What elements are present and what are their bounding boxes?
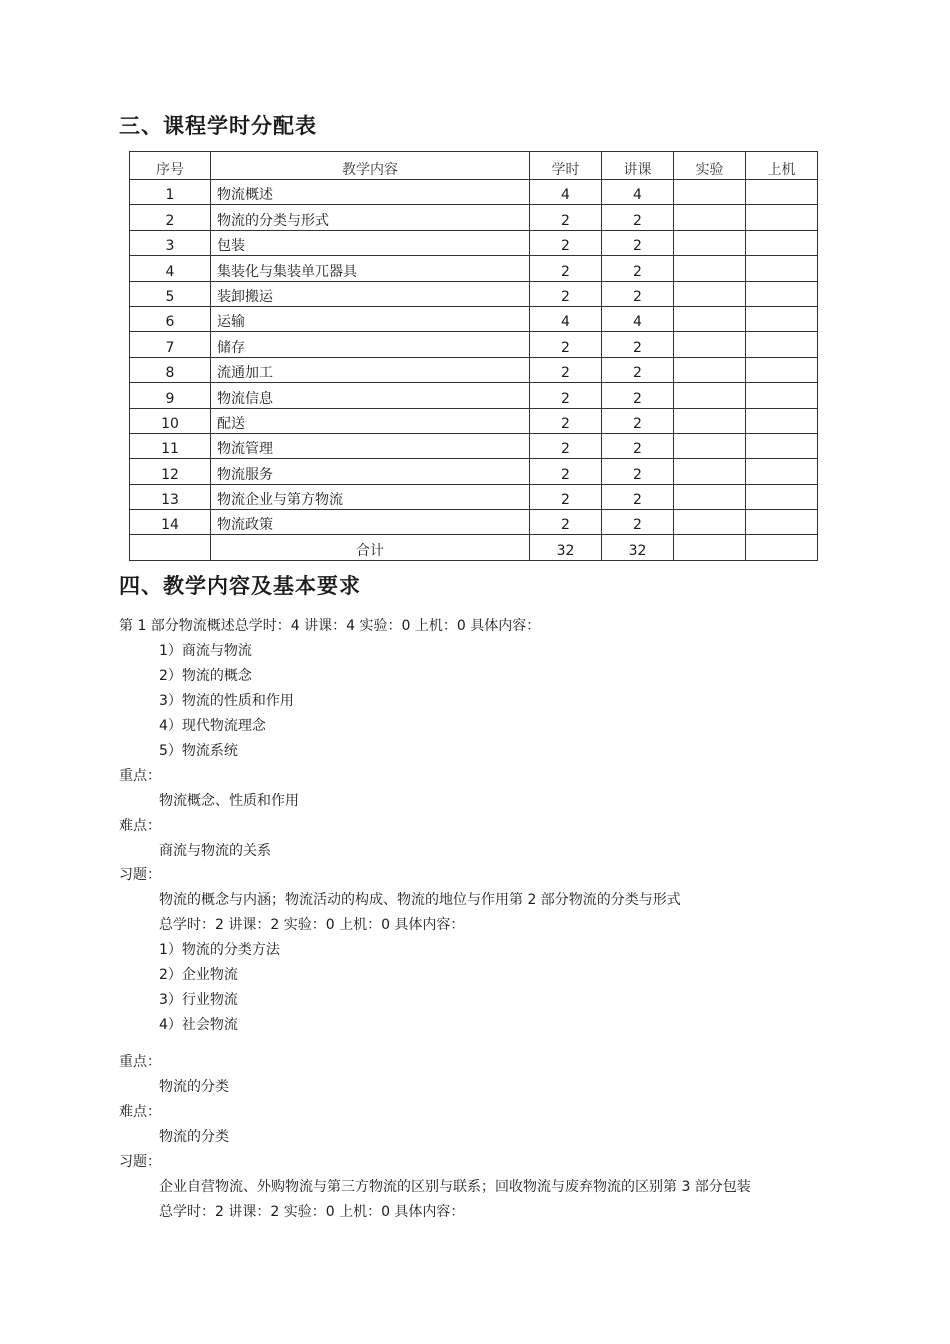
- cell-lecture: 2: [602, 281, 674, 306]
- part1-item: 4）现代物流理念: [159, 718, 266, 734]
- cell-content: 物流的分类与形式: [211, 205, 530, 230]
- part2-exercise-text: 企业自营物流、外购物流与第三方物流的区别与联系；回收物流与废弃物流的区别第 3 部分包装: [159, 1179, 751, 1195]
- cell-lecture: 2: [602, 408, 674, 433]
- section-3-title: 三、课程学时分配表: [119, 114, 317, 138]
- cell-index: 13: [130, 484, 211, 509]
- cell-lab: [674, 205, 746, 230]
- header-content: 教学内容: [211, 152, 530, 180]
- cell-computer: [746, 306, 818, 331]
- cell-computer: [746, 180, 818, 205]
- table-row: [130, 408, 818, 433]
- part3-header: 总学时：2 讲课：2 实验：0 上机：0 具体内容：: [159, 1204, 465, 1220]
- cell-index: 1: [130, 180, 211, 205]
- cell-lab: [674, 383, 746, 408]
- part1-exercise-label: 习题：: [119, 867, 161, 883]
- part2-header: 总学时：2 讲课：2 实验：0 上机：0 具体内容：: [159, 917, 465, 933]
- part2-key-label: 重点：: [119, 1054, 161, 1070]
- cell-lecture: 2: [602, 459, 674, 484]
- cell-lab: [674, 433, 746, 458]
- part1-key-text: 物流概念、性质和作用: [159, 793, 299, 809]
- part1-exercise-text: 物流的概念与内涵；物流活动的构成、物流的地位与作用第 2 部分物流的分类与形式: [159, 892, 681, 908]
- part1-item: 1）商流与物流: [159, 643, 252, 659]
- cell-hours: 4: [530, 180, 602, 205]
- cell-index: 4: [130, 256, 211, 281]
- part2-difficulty-label: 难点：: [119, 1104, 161, 1120]
- cell-lab: [674, 180, 746, 205]
- cell-hours: 2: [530, 332, 602, 357]
- cell-lecture: 2: [602, 256, 674, 281]
- table-header-row: [130, 152, 818, 180]
- part2-item: 4）社会物流: [159, 1017, 238, 1033]
- part2-difficulty-text: 物流的分类: [159, 1129, 229, 1145]
- part2-item: 1）物流的分类方法: [159, 942, 280, 958]
- table-total-row: [130, 535, 818, 560]
- part2-item: 2）企业物流: [159, 967, 238, 983]
- cell-index: 3: [130, 230, 211, 255]
- cell-hours: 2: [530, 510, 602, 535]
- cell-computer: [746, 205, 818, 230]
- part2-item: 3）行业物流: [159, 992, 238, 1008]
- cell-content: 流通加工: [211, 357, 530, 382]
- cell-index: 12: [130, 459, 211, 484]
- cell-content: 物流企业与第方物流: [211, 484, 530, 509]
- cell-content: 物流政策: [211, 510, 530, 535]
- header-lab: 实验: [674, 152, 746, 180]
- table-row: [130, 180, 818, 205]
- cell-computer: [746, 433, 818, 458]
- cell-computer: [746, 383, 818, 408]
- cell-index: 2: [130, 205, 211, 230]
- cell-index: 7: [130, 332, 211, 357]
- table-row: [130, 332, 818, 357]
- table-row: [130, 281, 818, 306]
- cell-index: 10: [130, 408, 211, 433]
- cell-lab: [674, 408, 746, 433]
- cell-hours: 2: [530, 205, 602, 230]
- table-row: [130, 256, 818, 281]
- cell-lab: [674, 332, 746, 357]
- total-hours: 32: [530, 535, 602, 560]
- hours-allocation-table: [129, 151, 818, 561]
- cell-index: 14: [130, 510, 211, 535]
- part2-key-text: 物流的分类: [159, 1079, 229, 1095]
- part1-item: 2）物流的概念: [159, 668, 252, 684]
- cell-lab: [674, 230, 746, 255]
- table-row: [130, 459, 818, 484]
- cell-hours: 2: [530, 256, 602, 281]
- cell-content: 包装: [211, 230, 530, 255]
- cell-hours: 2: [530, 484, 602, 509]
- cell-lecture: 2: [602, 357, 674, 382]
- part1-difficulty-label: 难点：: [119, 818, 161, 834]
- cell-computer: [746, 357, 818, 382]
- total-computer: [746, 535, 818, 560]
- header-index: 序号: [130, 152, 211, 180]
- part1-header: 第 1 部分物流概述总学时：4 讲课：4 实验：0 上机：0 具体内容：: [119, 618, 541, 634]
- part1-item: 3）物流的性质和作用: [159, 693, 294, 709]
- table-row: [130, 306, 818, 331]
- cell-content: 配送: [211, 408, 530, 433]
- cell-lab: [674, 484, 746, 509]
- cell-computer: [746, 484, 818, 509]
- table-row: [130, 230, 818, 255]
- section-4-title: 四、教学内容及基本要求: [119, 574, 361, 598]
- cell-index: 5: [130, 281, 211, 306]
- cell-computer: [746, 332, 818, 357]
- cell-hours: 2: [530, 433, 602, 458]
- cell-lecture: 2: [602, 433, 674, 458]
- cell-content: 物流概述: [211, 180, 530, 205]
- total-index-cell: [130, 535, 211, 560]
- cell-hours: 2: [530, 281, 602, 306]
- cell-lecture: 2: [602, 383, 674, 408]
- cell-hours: 2: [530, 357, 602, 382]
- cell-index: 9: [130, 383, 211, 408]
- cell-computer: [746, 459, 818, 484]
- cell-lab: [674, 510, 746, 535]
- cell-lecture: 2: [602, 230, 674, 255]
- cell-computer: [746, 256, 818, 281]
- cell-lecture: 2: [602, 510, 674, 535]
- table-row: [130, 510, 818, 535]
- part1-difficulty-text: 商流与物流的关系: [159, 843, 271, 859]
- cell-lab: [674, 256, 746, 281]
- total-lab: [674, 535, 746, 560]
- cell-hours: 4: [530, 306, 602, 331]
- cell-content: 物流信息: [211, 383, 530, 408]
- cell-hours: 2: [530, 383, 602, 408]
- cell-content: 物流服务: [211, 459, 530, 484]
- cell-lab: [674, 281, 746, 306]
- cell-hours: 2: [530, 230, 602, 255]
- cell-lab: [674, 459, 746, 484]
- table-row: [130, 484, 818, 509]
- cell-lecture: 4: [602, 306, 674, 331]
- table-row: [130, 383, 818, 408]
- cell-lecture: 2: [602, 205, 674, 230]
- table-row: [130, 433, 818, 458]
- cell-lecture: 2: [602, 484, 674, 509]
- cell-index: 8: [130, 357, 211, 382]
- cell-content: 装卸搬运: [211, 281, 530, 306]
- cell-content: 储存: [211, 332, 530, 357]
- cell-lab: [674, 306, 746, 331]
- table-row: [130, 357, 818, 382]
- header-lecture: 讲课: [602, 152, 674, 180]
- cell-computer: [746, 408, 818, 433]
- part1-item: 5）物流系统: [159, 743, 238, 759]
- header-computer: 上机: [746, 152, 818, 180]
- cell-content: 物流管理: [211, 433, 530, 458]
- cell-index: 11: [130, 433, 211, 458]
- cell-hours: 2: [530, 459, 602, 484]
- header-hours: 学时: [530, 152, 602, 180]
- cell-lab: [674, 357, 746, 382]
- total-label: 合计: [211, 535, 530, 560]
- cell-computer: [746, 510, 818, 535]
- cell-lecture: 2: [602, 332, 674, 357]
- cell-index: 6: [130, 306, 211, 331]
- part2-exercise-label: 习题：: [119, 1154, 161, 1170]
- cell-content: 运输: [211, 306, 530, 331]
- cell-content: 集装化与集装单兀器具: [211, 256, 530, 281]
- cell-computer: [746, 230, 818, 255]
- part1-key-label: 重点：: [119, 768, 161, 784]
- total-lecture: 32: [602, 535, 674, 560]
- cell-hours: 2: [530, 408, 602, 433]
- table-row: [130, 205, 818, 230]
- cell-lecture: 4: [602, 180, 674, 205]
- cell-computer: [746, 281, 818, 306]
